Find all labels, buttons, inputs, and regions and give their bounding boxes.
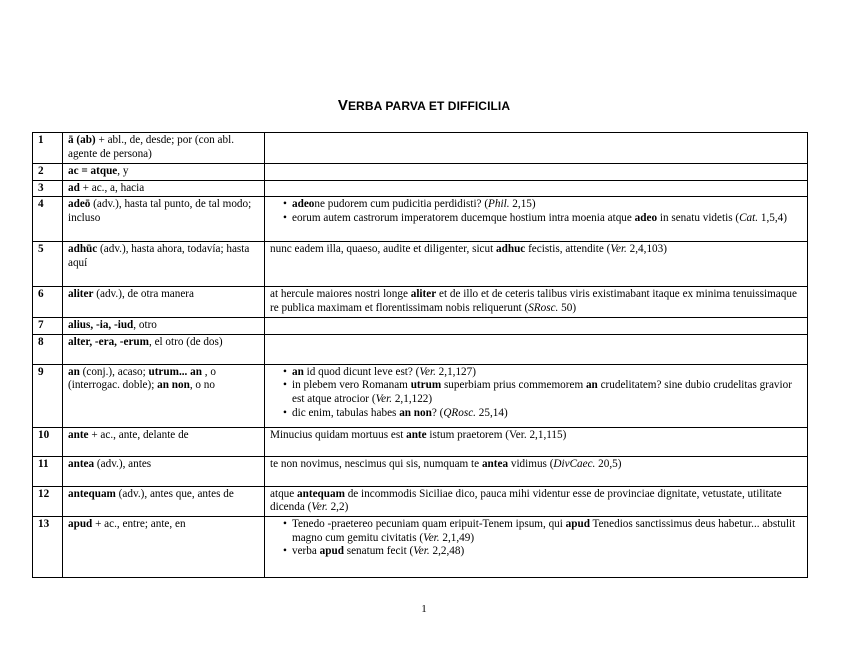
example-item bbox=[283, 366, 802, 380]
definition: , o no bbox=[189, 379, 215, 392]
example-cell bbox=[265, 242, 808, 287]
source: Cat. bbox=[739, 211, 759, 224]
definition: + ac., a, hacia bbox=[79, 181, 145, 194]
keyword: ante bbox=[406, 428, 427, 441]
example-text: eorum autem castrorum imperatorem ducemque hostium intra moenia atque bbox=[292, 211, 635, 224]
lemma: an bbox=[68, 365, 80, 378]
row-number: 11 bbox=[33, 456, 63, 486]
definition: (adv.), hasta tal punto, de tal modo; incluso bbox=[68, 198, 252, 224]
lemma: aliter bbox=[68, 288, 94, 301]
lemma-cell bbox=[63, 133, 265, 164]
example-text: crudelitatem? sine dubio crudelitas gravior est atque atrocior ( bbox=[292, 379, 792, 405]
example-text: in plebem vero Romanam bbox=[292, 379, 411, 392]
example-cell bbox=[265, 133, 808, 164]
row-number: 5 bbox=[33, 242, 63, 287]
example-text: senatum fecit ( bbox=[343, 545, 414, 558]
lemma-cell bbox=[63, 486, 265, 516]
table-row bbox=[33, 287, 808, 318]
example-text: fecistis, attendite ( bbox=[525, 243, 611, 256]
reference: 1,5,4) bbox=[758, 211, 787, 224]
definition: (adv.), antes bbox=[94, 457, 152, 470]
example-text: at hercule maiores nostri longe bbox=[270, 288, 411, 301]
source: Ver. bbox=[311, 501, 328, 514]
row-number: 7 bbox=[33, 318, 63, 335]
lemma: antea bbox=[68, 457, 95, 470]
table-row bbox=[33, 456, 808, 486]
keyword: utrum bbox=[410, 379, 442, 392]
source: SRosc. bbox=[528, 301, 559, 314]
reference: 50) bbox=[558, 301, 577, 314]
reference: 2,2) bbox=[327, 501, 349, 514]
source: QRosc. bbox=[443, 406, 476, 419]
row-number: 1 bbox=[33, 133, 63, 164]
example-text: verba bbox=[292, 545, 320, 558]
source: Ver. bbox=[610, 243, 627, 256]
example-cell bbox=[265, 427, 808, 456]
example-item bbox=[283, 518, 802, 545]
row-number: 12 bbox=[33, 486, 63, 516]
table-row bbox=[33, 427, 808, 456]
lemma: ā (ab) bbox=[68, 134, 96, 146]
example-cell bbox=[265, 180, 808, 197]
definition: + ac., entre; ante, en bbox=[92, 517, 186, 530]
definition: , el otro (de dos) bbox=[148, 335, 223, 348]
lemma: ac = atque bbox=[68, 165, 118, 177]
row-number: 13 bbox=[33, 516, 63, 577]
keyword: an bbox=[292, 365, 304, 378]
keyword: aliter bbox=[410, 288, 437, 301]
table-row bbox=[33, 242, 808, 287]
example-text: ? ( bbox=[431, 406, 444, 419]
example-text: dic enim, tabulas habes bbox=[292, 406, 400, 419]
page-number: 1 bbox=[421, 603, 427, 615]
definition: (adv.), de otra manera bbox=[93, 288, 194, 301]
reference: 2,4,103) bbox=[626, 243, 667, 256]
example-item bbox=[283, 545, 802, 559]
example-text: et de illo et de ceteris talibus viris existimabant itaque ex minima tenuissimaque re publica maximam et florentissimam nobis reliquerunt ( bbox=[270, 288, 797, 314]
example-item bbox=[283, 407, 802, 421]
keyword: an non bbox=[399, 406, 432, 419]
example-item bbox=[283, 198, 802, 212]
lemma-cell bbox=[63, 427, 265, 456]
lemma: utrum... an bbox=[148, 365, 202, 378]
example-text: id quod dicunt leve est? ( bbox=[303, 365, 420, 378]
row-number: 4 bbox=[33, 197, 63, 242]
source: Ver. bbox=[423, 531, 440, 544]
definition: (adv.), antes que, antes de bbox=[115, 487, 234, 500]
definition: (adv.), hasta ahora, todavía; hasta aquí bbox=[68, 243, 250, 269]
definition: + abl., de, desde; por (con abl. agente de persona) bbox=[68, 134, 235, 160]
table-row bbox=[33, 318, 808, 335]
example-cell bbox=[265, 197, 808, 242]
source: DivCaec. bbox=[553, 457, 596, 470]
lemma-cell bbox=[63, 334, 265, 364]
definition: (conj.), acaso; bbox=[79, 365, 149, 378]
example-cell bbox=[265, 334, 808, 364]
definition: + ac., ante, delante de bbox=[88, 428, 189, 441]
lemma: apud bbox=[68, 517, 93, 530]
lemma: adeō bbox=[68, 198, 91, 211]
keyword: apud bbox=[565, 517, 590, 530]
keyword: antea bbox=[481, 457, 509, 470]
example-cell bbox=[265, 287, 808, 318]
definition: , o (interrogac. doble); bbox=[68, 365, 216, 392]
page-title bbox=[0, 97, 848, 114]
keyword: antequam bbox=[297, 487, 345, 500]
example-cell bbox=[265, 486, 808, 516]
example-cell bbox=[265, 456, 808, 486]
row-number: 9 bbox=[33, 364, 63, 427]
example-text: te non novimus, nescimus qui sis, numquam te bbox=[270, 457, 482, 470]
lemma: antequam bbox=[68, 487, 116, 500]
example-text: in senatu videtis ( bbox=[657, 211, 740, 224]
example-text: de incommodis Siciliae dico, pauca mihi videntur esse de provinciae dignitate, vetustate, utilitate dicenda ( bbox=[270, 487, 782, 514]
example-text: Tenedios sanctissimus deus habetur... abstulit magno cum gemitu civitatis ( bbox=[292, 517, 796, 544]
table-row bbox=[33, 180, 808, 197]
reference: 2,15) bbox=[509, 198, 536, 211]
vocabulary-table bbox=[32, 132, 808, 578]
lemma-cell bbox=[63, 456, 265, 486]
title-initial: V bbox=[337, 97, 348, 114]
reference: 2,2,48) bbox=[429, 545, 465, 558]
definition: , otro bbox=[133, 319, 157, 332]
example-text: superbiam prius commemorem bbox=[441, 379, 586, 392]
reference: 25,14) bbox=[475, 406, 508, 419]
definition: , y bbox=[117, 165, 129, 177]
example-text: atque bbox=[270, 487, 298, 500]
example-list bbox=[270, 518, 802, 559]
lemma: ante bbox=[68, 428, 89, 441]
example-cell bbox=[265, 318, 808, 335]
example-text: nunc eadem illa, quaeso, audite et diligenter, sicut bbox=[270, 243, 497, 256]
lemma-cell bbox=[63, 287, 265, 318]
keyword: adhuc bbox=[496, 243, 526, 256]
row-number: 8 bbox=[33, 334, 63, 364]
table-row bbox=[33, 516, 808, 577]
table-row bbox=[33, 164, 808, 181]
reference: 2,1,122) bbox=[392, 392, 433, 405]
source: Ver. bbox=[419, 365, 436, 378]
example-item bbox=[283, 212, 802, 226]
example-cell bbox=[265, 164, 808, 181]
table-row bbox=[33, 334, 808, 364]
reference: 20,5) bbox=[595, 457, 622, 470]
source: Ver. bbox=[413, 545, 430, 558]
lemma: alius, -ia, -iud bbox=[68, 319, 134, 332]
lemma-cell bbox=[63, 164, 265, 181]
example-item bbox=[283, 379, 802, 406]
row-number: 3 bbox=[33, 180, 63, 197]
keyword: adeo bbox=[634, 211, 658, 224]
keyword: apud bbox=[319, 545, 344, 558]
table-row bbox=[33, 486, 808, 516]
table-row bbox=[33, 133, 808, 164]
source: Phil. bbox=[488, 198, 510, 211]
example-list bbox=[270, 366, 802, 420]
example-text: Tenedo -praetereo pecuniam quam eripuit-Tenem ipsum, qui bbox=[292, 517, 566, 530]
lemma-cell bbox=[63, 516, 265, 577]
reference: 2,1,49) bbox=[439, 531, 475, 544]
lemma: an non bbox=[157, 379, 190, 392]
keyword: adeo bbox=[292, 198, 315, 211]
lemma: alter, -era, -erum bbox=[68, 335, 149, 348]
reference: 2,1,127) bbox=[435, 365, 476, 378]
example-text: Minucius quidam mortuus est bbox=[270, 428, 407, 441]
lemma-cell bbox=[63, 364, 265, 427]
source: Ver. bbox=[375, 392, 393, 405]
keyword: an bbox=[585, 379, 598, 392]
lemma: adhūc bbox=[68, 243, 98, 256]
example-cell bbox=[265, 516, 808, 577]
title-rest: ERBA PARVA ET DIFFICILIA bbox=[347, 99, 511, 113]
table-row bbox=[33, 364, 808, 427]
row-number: 6 bbox=[33, 287, 63, 318]
example-text: ne pudorem cum pudicitia perdidisti? ( bbox=[314, 198, 489, 211]
lemma-cell bbox=[63, 318, 265, 335]
row-number: 2 bbox=[33, 164, 63, 181]
lemma-cell bbox=[63, 180, 265, 197]
example-text: istum praetorem (Ver. 2,1,115) bbox=[426, 428, 567, 441]
example-text: vidimus ( bbox=[508, 457, 554, 470]
table-row bbox=[33, 197, 808, 242]
example-cell bbox=[265, 364, 808, 427]
example-list bbox=[270, 198, 802, 225]
lemma: ad bbox=[68, 181, 80, 194]
lemma-cell bbox=[63, 242, 265, 287]
lemma-cell bbox=[63, 197, 265, 242]
row-number: 10 bbox=[33, 427, 63, 456]
